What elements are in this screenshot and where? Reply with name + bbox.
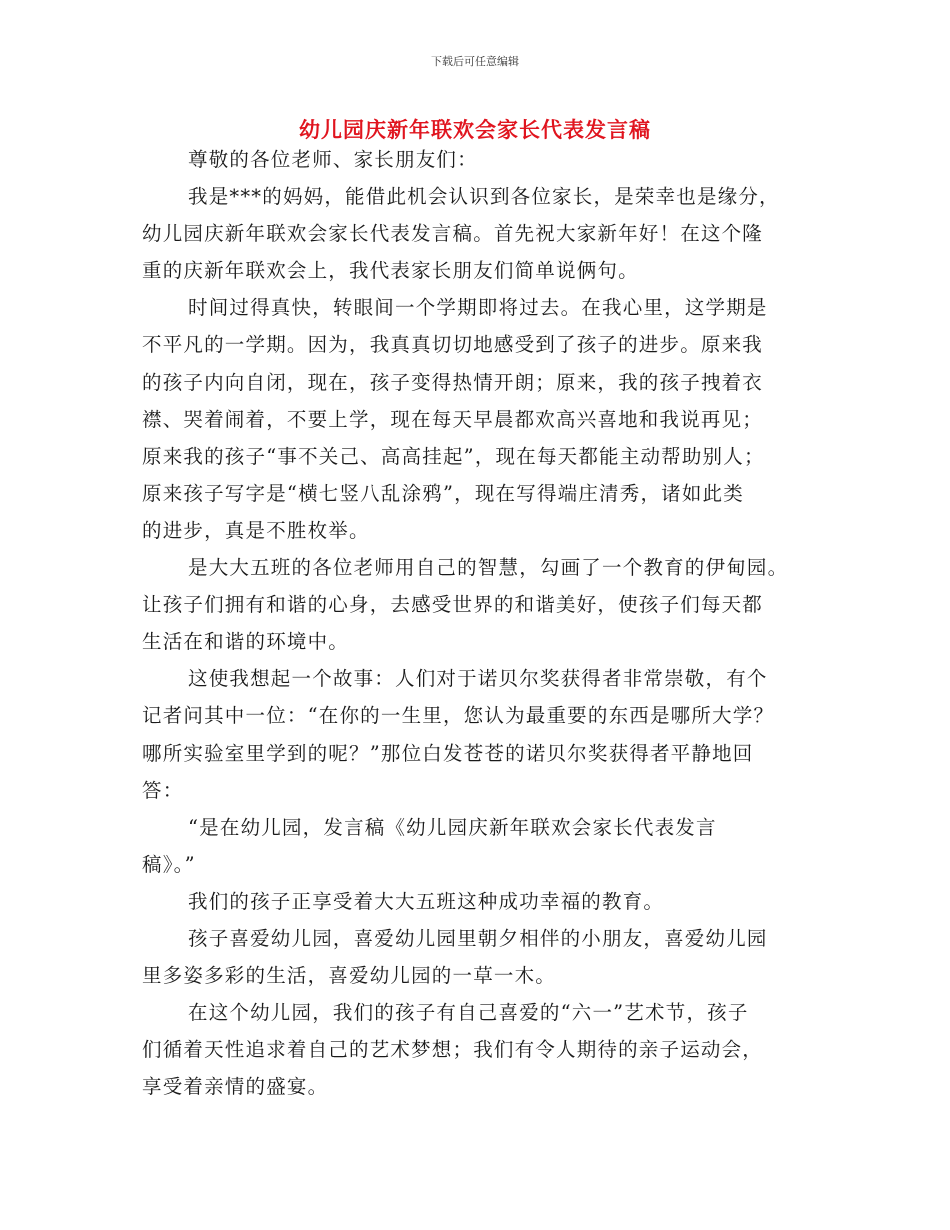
document-body <box>142 141 822 1105</box>
body-line: “是在幼儿园，发言稿《幼儿园庆新年联欢会家长代表发言 <box>188 815 717 839</box>
body-line: 生活在和谐的环境中。 <box>142 630 350 654</box>
body-line: 原来孩子写字是“横七竖八乱涂鸦”，现在写得端庄清秀，诸如此类 <box>142 481 744 505</box>
body-line: 孩子喜爱幼儿园，喜爱幼儿园里朝夕相伴的小朋友，喜爱幼儿园 <box>188 926 768 950</box>
body-line: 我们的孩子正享受着大大五班这种成功幸福的教育。 <box>188 889 665 913</box>
body-line: 在这个幼儿园，我们的孩子有自己喜爱的“六一”艺术节，孩子 <box>188 1001 749 1025</box>
body-line: 幼儿园庆新年联欢会家长代表发言稿。首先祝大家新年好！在这个隆 <box>142 222 764 246</box>
body-line: 享受着亲情的盛宴。 <box>142 1075 329 1099</box>
body-line: 们循着天性追求着自己的艺术梦想；我们有令人期待的亲子运动会， <box>142 1038 764 1062</box>
body-line: 襟、哭着闹着，不要上学，现在每天早晨都欢高兴喜地和我说再见； <box>142 407 764 431</box>
body-line: 尊敬的各位老师、家长朋友们： <box>188 148 478 171</box>
body-line: 哪所实验室里学到的呢？”那位白发苍苍的诺贝尔奖获得者平静地回 <box>142 741 754 765</box>
body-line: 时间过得真快，转眼间一个学期即将过去。在我心里，这学期是 <box>188 296 768 320</box>
body-line: 里多姿多彩的生活，喜爱幼儿园的一草一木。 <box>142 964 557 988</box>
body-line: 记者问其中一位：“在你的一生里，您认为最重要的东西是哪所大学？ <box>142 704 775 728</box>
body-line: 原来我的孩子“事不关己、高高挂起”，现在每天都能主动帮助别人； <box>142 444 765 468</box>
body-line: 不平凡的一学期。因为，我真真切切地感受到了孩子的进步。原来我 <box>142 333 764 357</box>
body-line: 稿》。” <box>142 852 196 876</box>
body-line: 让孩子们拥有和谐的心身，去感受世界的和谐美好，使孩子们每天都 <box>142 593 764 617</box>
body-line: 是大大五班的各位老师用自己的智慧，勾画了一个教育的伊甸园。 <box>188 556 789 580</box>
document-title: 幼儿园庆新年联欢会家长代表发言稿 <box>299 118 651 142</box>
body-line: 这使我想起一个故事：人们对于诺贝尔奖获得者非常崇敬，有个 <box>188 667 768 691</box>
body-line: 重的庆新年联欢会上，我代表家长朋友们简单说俩句。 <box>142 259 639 283</box>
body-line: 的进步，真是不胜枚举。 <box>142 518 370 542</box>
page-header-note: 下载后可任意编辑 <box>431 55 519 68</box>
body-line: 答： <box>142 778 184 802</box>
body-line: 的孩子内向自闭，现在，孩子变得热情开朗；原来，我的孩子拽着衣 <box>142 370 764 394</box>
body-line: 我是***的妈妈，能借此机会认识到各位家长，是荣幸也是缘分， <box>188 185 780 209</box>
